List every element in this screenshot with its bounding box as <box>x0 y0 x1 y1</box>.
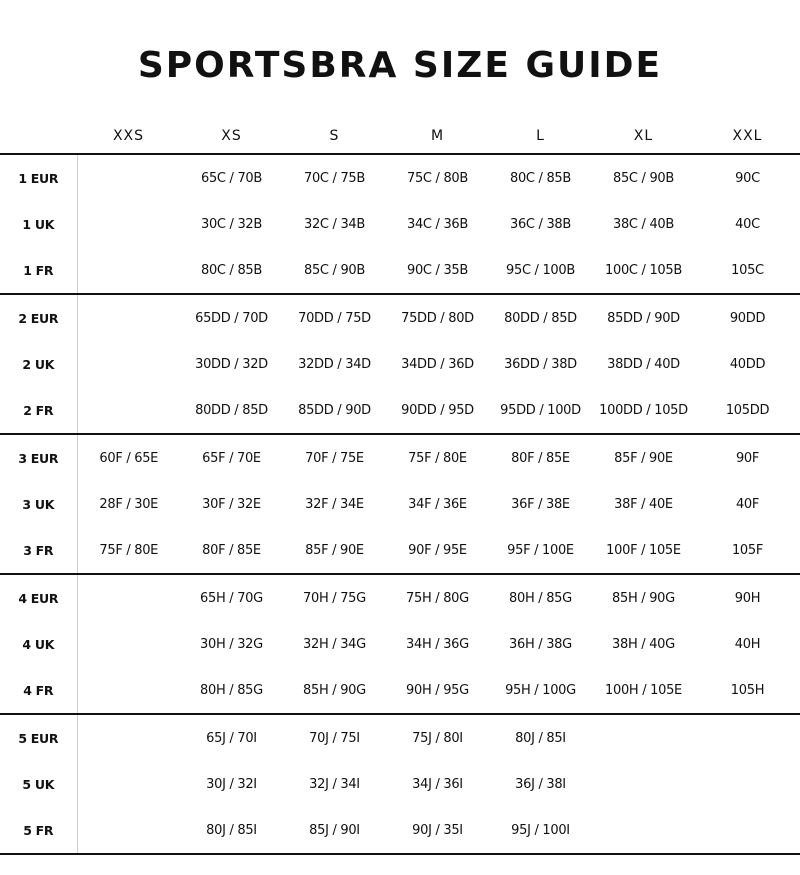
size-cell-xxl: 90C <box>695 154 800 201</box>
size-cell-xxl: 105F <box>731 542 764 558</box>
size-cell-l: 95J / 100I <box>489 807 592 854</box>
table-row <box>0 154 800 201</box>
size-cell-s: 70C / 75B <box>283 154 386 201</box>
size-cell-l: 95C / 100B <box>506 262 575 278</box>
row-group <box>0 574 800 714</box>
size-cell-xxl: 105DD <box>725 402 770 418</box>
row-label: 5 FR <box>0 807 77 854</box>
size-cell-xxs <box>77 294 180 341</box>
size-cell-m: 34H / 36G <box>406 636 469 652</box>
size-cell-xxl <box>695 807 800 854</box>
size-cell-xl <box>592 807 695 854</box>
size-cell-s: 32J / 34I <box>309 776 360 792</box>
size-cell-xl: 85F / 90E <box>592 434 695 481</box>
size-cell-xs: 30DD / 32D <box>195 356 268 372</box>
size-cell-xl: 100F / 105E <box>606 542 681 558</box>
size-cell-xxl: 40F <box>735 496 760 512</box>
row-label: 4 EUR <box>0 574 77 621</box>
size-cell-xs: 30C / 32B <box>200 216 263 232</box>
row-label: 1 UK <box>22 216 55 232</box>
size-cell-xs: 30J / 32I <box>206 776 257 792</box>
table-row <box>0 574 800 621</box>
size-cell-xl: 38DD / 40D <box>607 356 680 372</box>
size-cell-xl: 38F / 40E <box>614 496 673 512</box>
size-cell-xs: 65C / 70B <box>180 154 283 201</box>
size-cell-xxl <box>695 714 800 761</box>
row-label: 2 EUR <box>0 294 77 341</box>
table-row <box>0 201 800 247</box>
table-row <box>0 247 800 294</box>
row-label: 4 FR <box>23 682 54 698</box>
size-cell-xxs <box>77 247 180 294</box>
row-label: 4 UK <box>22 636 55 652</box>
size-cell-s: 32DD / 34D <box>298 356 371 372</box>
size-cell-l: 36H / 38G <box>509 636 572 652</box>
size-cell-xxs: 75F / 80E <box>77 527 180 574</box>
size-cell-l: 80J / 85I <box>489 714 592 761</box>
size-cell-xxs <box>77 621 180 667</box>
size-cell-s: 85H / 90G <box>303 682 366 698</box>
table-row <box>0 667 800 714</box>
size-cell-xs: 80C / 85B <box>200 262 263 278</box>
page-title: SPORTSBRA SIZE GUIDE <box>137 45 663 86</box>
size-cell-xl <box>592 714 695 761</box>
header-cell-m: M <box>430 127 445 144</box>
size-cell-xxs <box>77 574 180 621</box>
size-cell-s: 70F / 75E <box>283 434 386 481</box>
size-cell-xl: 100H / 105E <box>605 682 682 698</box>
header-cell-xxl: XXL <box>732 127 763 144</box>
size-cell-s: 32H / 34G <box>303 636 366 652</box>
size-cell-s: 32F / 34E <box>305 496 364 512</box>
size-cell-xl: 100C / 105B <box>605 262 682 278</box>
row-label: 2 UK <box>22 356 55 372</box>
size-cell-s: 85J / 90I <box>283 807 386 854</box>
row-group <box>0 714 800 854</box>
header-cell-xs: XS <box>221 127 242 144</box>
size-cell-m: 34C / 36B <box>406 216 469 232</box>
size-cell-xxl: 90DD <box>695 294 800 341</box>
table-row <box>0 714 800 761</box>
size-cell-l: 36DD / 38D <box>504 356 577 372</box>
size-cell-m: 75C / 80B <box>386 154 489 201</box>
size-cell-xl: 85H / 90G <box>592 574 695 621</box>
table-row <box>0 294 800 341</box>
size-cell-xxs <box>77 761 180 807</box>
size-cell-l: 95H / 100G <box>505 682 576 698</box>
size-cell-xxl: 40H <box>734 636 761 652</box>
size-cell-xxl: 90H <box>695 574 800 621</box>
size-cell-xs: 30F / 32E <box>202 496 261 512</box>
table-row <box>0 621 800 667</box>
size-cell-s: 32C / 34B <box>303 216 366 232</box>
table-row <box>0 807 800 854</box>
size-cell-xs: 65J / 70I <box>180 714 283 761</box>
row-label: 1 EUR <box>0 154 77 201</box>
size-cell-xxl: 105C <box>731 262 764 278</box>
size-cell-s: 70DD / 75D <box>283 294 386 341</box>
size-cell-xxs <box>77 201 180 247</box>
size-cell-xxs: 28F / 30E <box>77 481 180 527</box>
size-cell-xxs <box>77 387 180 434</box>
size-cell-xl: 38C / 40B <box>612 216 675 232</box>
size-cell-m: 75H / 80G <box>386 574 489 621</box>
size-cell-xl: 85DD / 90D <box>592 294 695 341</box>
row-group <box>0 154 800 294</box>
header-cell-s: S <box>329 127 340 144</box>
row-label: 1 FR <box>23 262 54 278</box>
size-cell-l: 80F / 85E <box>489 434 592 481</box>
size-cell-m: 90H / 95G <box>406 682 469 698</box>
size-cell-l: 80H / 85G <box>489 574 592 621</box>
size-cell-s: 70J / 75I <box>283 714 386 761</box>
size-table <box>0 118 800 855</box>
size-cell-xxs: 60F / 65E <box>77 434 180 481</box>
size-cell-l: 95DD / 100D <box>500 402 581 418</box>
row-label: 3 EUR <box>0 434 77 481</box>
header-cell-l: L <box>536 127 545 144</box>
size-cell-m: 34DD / 36D <box>401 356 474 372</box>
table-row <box>0 387 800 434</box>
size-cell-m: 90F / 95E <box>408 542 467 558</box>
header-cell-blank <box>0 118 77 154</box>
size-cell-xl <box>592 761 695 807</box>
header-row <box>0 118 800 154</box>
header-cell-xxs: XXS <box>112 127 145 144</box>
size-cell-xs: 80H / 85G <box>200 682 263 698</box>
size-cell-xxl <box>695 761 800 807</box>
table-row <box>0 527 800 574</box>
table-row <box>0 434 800 481</box>
size-cell-l: 95F / 100E <box>507 542 574 558</box>
size-cell-xl: 38H / 40G <box>612 636 675 652</box>
row-label: 3 FR <box>23 542 54 558</box>
size-cell-xxl: 40C <box>735 216 760 232</box>
row-group <box>0 294 800 434</box>
size-cell-xxs <box>77 154 180 201</box>
row-label: 2 FR <box>23 402 54 418</box>
size-cell-xs: 65F / 70E <box>180 434 283 481</box>
size-cell-l: 80DD / 85D <box>489 294 592 341</box>
size-cell-xl: 85C / 90B <box>592 154 695 201</box>
size-cell-xs: 80F / 85E <box>202 542 261 558</box>
size-cell-s: 85F / 90E <box>305 542 364 558</box>
size-cell-xxs <box>77 667 180 714</box>
size-cell-l: 36J / 38I <box>515 776 566 792</box>
row-label: 5 EUR <box>0 714 77 761</box>
table-row <box>0 761 800 807</box>
size-cell-m: 34F / 36E <box>408 496 467 512</box>
size-cell-m: 90C / 35B <box>406 262 469 278</box>
size-cell-m: 90J / 35I <box>386 807 489 854</box>
size-cell-xs: 65DD / 70D <box>180 294 283 341</box>
size-cell-xs: 80DD / 85D <box>195 402 268 418</box>
size-cell-m: 34J / 36I <box>412 776 463 792</box>
size-cell-s: 85C / 90B <box>303 262 366 278</box>
size-cell-m: 75F / 80E <box>386 434 489 481</box>
row-label: 3 UK <box>22 496 55 512</box>
size-cell-xxl: 105H <box>730 682 765 698</box>
size-cell-l: 36F / 38E <box>511 496 570 512</box>
size-cell-xl: 100DD / 105D <box>599 402 688 418</box>
header-cell-xl: XL <box>633 127 654 144</box>
size-cell-s: 85DD / 90D <box>298 402 371 418</box>
size-cell-xs: 65H / 70G <box>180 574 283 621</box>
size-cell-l: 80C / 85B <box>489 154 592 201</box>
size-cell-m: 90DD / 95D <box>401 402 474 418</box>
size-cell-xxs <box>77 807 180 854</box>
size-cell-l: 36C / 38B <box>509 216 572 232</box>
size-cell-xxs <box>77 341 180 387</box>
size-cell-xs: 30H / 32G <box>200 636 263 652</box>
row-label: 5 UK <box>22 776 55 792</box>
size-cell-xxl: 40DD <box>729 356 766 372</box>
size-cell-m: 75DD / 80D <box>386 294 489 341</box>
size-cell-m: 75J / 80I <box>386 714 489 761</box>
row-group <box>0 434 800 574</box>
size-cell-xs: 80J / 85I <box>180 807 283 854</box>
size-cell-xxl: 90F <box>695 434 800 481</box>
table-row <box>0 341 800 387</box>
table-row <box>0 481 800 527</box>
size-cell-s: 70H / 75G <box>283 574 386 621</box>
size-cell-xxs <box>77 714 180 761</box>
